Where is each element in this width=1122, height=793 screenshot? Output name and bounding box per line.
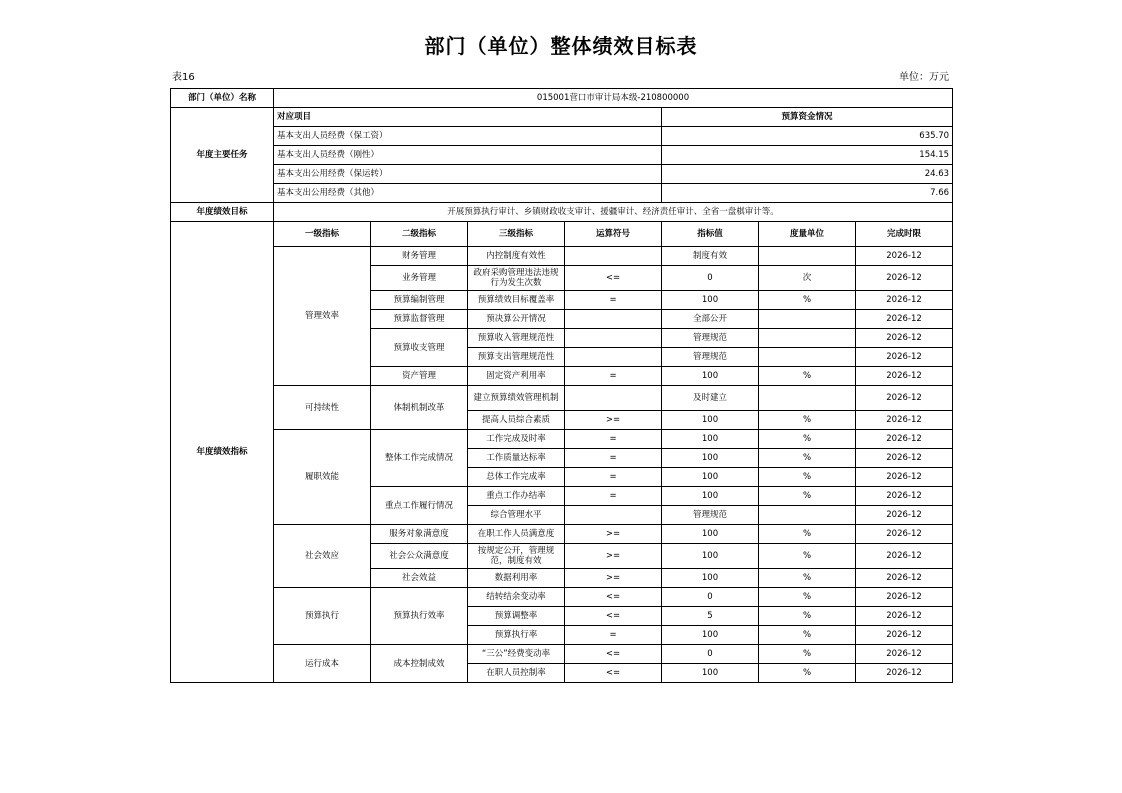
- measure-unit: %: [759, 411, 856, 430]
- task-amount: 154.15: [662, 146, 953, 165]
- measure-unit: %: [759, 525, 856, 544]
- level3-indicator: 数据利用率: [468, 569, 565, 588]
- measure-unit: %: [759, 291, 856, 310]
- level2-indicator: 预算编制管理: [371, 291, 468, 310]
- indicator-row: [171, 525, 953, 544]
- task-item: 基本支出公用经费（其他）: [274, 184, 662, 203]
- level3-indicator: “三公”经费变动率: [468, 645, 565, 664]
- deadline-cell: 2026-12: [856, 449, 953, 468]
- indicator-row: [171, 386, 953, 411]
- operator-cell: =: [565, 291, 662, 310]
- deadline-cell: 2026-12: [856, 607, 953, 626]
- indicator-row: [171, 588, 953, 607]
- level3-indicator: 预算支出管理规范性: [468, 348, 565, 367]
- deadline-cell: 2026-12: [856, 664, 953, 683]
- level3-indicator: 预算执行率: [468, 626, 565, 645]
- operator-cell: =: [565, 487, 662, 506]
- indicator-label: 年度绩效指标: [171, 222, 274, 683]
- target-value: 100: [662, 411, 759, 430]
- level3-indicator: 按规定公开，管理规范，制度有效: [468, 544, 565, 569]
- col-header: 完成时限: [856, 222, 953, 247]
- level3-indicator: 内控制度有效性: [468, 247, 565, 266]
- col-header: 三级指标: [468, 222, 565, 247]
- measure-unit: %: [759, 569, 856, 588]
- target-value: 管理规范: [662, 506, 759, 525]
- indicator-row: [171, 247, 953, 266]
- target-value: 100: [662, 430, 759, 449]
- level2-indicator: 成本控制成效: [371, 645, 468, 683]
- performance-table: [170, 88, 953, 683]
- level2-indicator: 预算收支管理: [371, 329, 468, 367]
- level3-indicator: 预决算公开情况: [468, 310, 565, 329]
- deadline-cell: 2026-12: [856, 291, 953, 310]
- level1-indicator: 履职效能: [274, 430, 371, 525]
- col-header: 二级指标: [371, 222, 468, 247]
- task-item: 基本支出人员经费（刚性）: [274, 146, 662, 165]
- target-value: 100: [662, 291, 759, 310]
- measure-unit: %: [759, 449, 856, 468]
- measure-unit: [759, 310, 856, 329]
- level3-indicator: 总体工作完成率: [468, 468, 565, 487]
- level3-indicator: 建立预算绩效管理机制: [468, 386, 565, 411]
- deadline-cell: 2026-12: [856, 430, 953, 449]
- task-item: 基本支出公用经费（保运转）: [274, 165, 662, 184]
- target-value: 5: [662, 607, 759, 626]
- target-value: 制度有效: [662, 247, 759, 266]
- measure-unit: [759, 329, 856, 348]
- operator-cell: [565, 386, 662, 411]
- measure-unit: %: [759, 626, 856, 645]
- indicator-row: [171, 430, 953, 449]
- deadline-cell: 2026-12: [856, 329, 953, 348]
- level3-indicator: 工作质量达标率: [468, 449, 565, 468]
- annual-goal-label: 年度绩效目标: [171, 203, 274, 222]
- page-title: 部门（单位）整体绩效目标表: [424, 34, 698, 58]
- level2-indicator: 业务管理: [371, 266, 468, 291]
- measure-unit: %: [759, 487, 856, 506]
- operator-cell: [565, 310, 662, 329]
- measure-unit: [759, 247, 856, 266]
- level3-indicator: 预算绩效目标覆盖率: [468, 291, 565, 310]
- operator-cell: [565, 506, 662, 525]
- item-header: 对应项目: [274, 108, 662, 127]
- level1-indicator: 管理效率: [274, 247, 371, 386]
- measure-unit: %: [759, 588, 856, 607]
- col-header: 指标值: [662, 222, 759, 247]
- level1-indicator: 社会效应: [274, 525, 371, 588]
- target-value: 100: [662, 468, 759, 487]
- level3-indicator: 工作完成及时率: [468, 430, 565, 449]
- target-value: 及时建立: [662, 386, 759, 411]
- level3-indicator: 在职人员控制率: [468, 664, 565, 683]
- task-amount: 24.63: [662, 165, 953, 184]
- target-value: 100: [662, 367, 759, 386]
- deadline-cell: 2026-12: [856, 348, 953, 367]
- target-value: 0: [662, 588, 759, 607]
- operator-cell: =: [565, 449, 662, 468]
- annual-task-label: 年度主要任务: [171, 108, 274, 203]
- level3-indicator: 重点工作办结率: [468, 487, 565, 506]
- target-value: 100: [662, 449, 759, 468]
- operator-cell: <=: [565, 266, 662, 291]
- target-value: 100: [662, 569, 759, 588]
- level3-indicator: 政府采购管理违法违规行为发生次数: [468, 266, 565, 291]
- target-value: 100: [662, 525, 759, 544]
- measure-unit: %: [759, 468, 856, 487]
- target-value: 0: [662, 266, 759, 291]
- target-value: 100: [662, 544, 759, 569]
- operator-cell: =: [565, 430, 662, 449]
- deadline-cell: 2026-12: [856, 544, 953, 569]
- target-value: 100: [662, 664, 759, 683]
- col-header: 度量单位: [759, 222, 856, 247]
- level2-indicator: 重点工作履行情况: [371, 487, 468, 525]
- col-header: 运算符号: [565, 222, 662, 247]
- target-value: 100: [662, 626, 759, 645]
- level3-indicator: 提高人员综合素质: [468, 411, 565, 430]
- level2-indicator: 预算执行效率: [371, 588, 468, 645]
- level2-indicator: 体制机制改革: [371, 386, 468, 430]
- level2-indicator: 整体工作完成情况: [371, 430, 468, 487]
- deadline-cell: 2026-12: [856, 645, 953, 664]
- level3-indicator: 在职工作人员满意度: [468, 525, 565, 544]
- level2-indicator: 资产管理: [371, 367, 468, 386]
- col-header: 一级指标: [274, 222, 371, 247]
- deadline-cell: 2026-12: [856, 525, 953, 544]
- level1-indicator: 运行成本: [274, 645, 371, 683]
- target-value: 0: [662, 645, 759, 664]
- measure-unit: %: [759, 430, 856, 449]
- target-value: 全部公开: [662, 310, 759, 329]
- operator-cell: =: [565, 626, 662, 645]
- measure-unit: %: [759, 607, 856, 626]
- level2-indicator: 社会效益: [371, 569, 468, 588]
- level1-indicator: 可持续性: [274, 386, 371, 430]
- deadline-cell: 2026-12: [856, 626, 953, 645]
- measure-unit: %: [759, 645, 856, 664]
- level2-indicator: 预算监督管理: [371, 310, 468, 329]
- level3-indicator: 结转结余变动率: [468, 588, 565, 607]
- target-value: 管理规范: [662, 329, 759, 348]
- operator-cell: <=: [565, 664, 662, 683]
- deadline-cell: 2026-12: [856, 367, 953, 386]
- unit-label: 单位：万元: [899, 72, 949, 83]
- deadline-cell: 2026-12: [856, 266, 953, 291]
- measure-unit: %: [759, 367, 856, 386]
- operator-cell: >=: [565, 544, 662, 569]
- level3-indicator: 预算收入管理规范性: [468, 329, 565, 348]
- task-item: 基本支出人员经费（保工资）: [274, 127, 662, 146]
- level2-indicator: 社会公众满意度: [371, 544, 468, 569]
- level1-indicator: 预算执行: [274, 588, 371, 645]
- operator-cell: [565, 348, 662, 367]
- task-amount: 635.70: [662, 127, 953, 146]
- measure-unit: 次: [759, 266, 856, 291]
- deadline-cell: 2026-12: [856, 386, 953, 411]
- measure-unit: %: [759, 664, 856, 683]
- dept-name-label: 部门（单位）名称: [171, 89, 274, 108]
- budget-header: 预算资金情况: [662, 108, 953, 127]
- target-value: 100: [662, 487, 759, 506]
- operator-cell: <=: [565, 645, 662, 664]
- deadline-cell: 2026-12: [856, 468, 953, 487]
- annual-goal-text: 开展预算执行审计、乡镇财政收支审计、援疆审计、经济责任审计、全省一盘棋审计等。: [274, 203, 953, 222]
- deadline-cell: 2026-12: [856, 487, 953, 506]
- deadline-cell: 2026-12: [856, 411, 953, 430]
- deadline-cell: 2026-12: [856, 588, 953, 607]
- level3-indicator: 综合管理水平: [468, 506, 565, 525]
- dept-name-value: 015001营口市审计局本级-210800000: [274, 89, 953, 108]
- measure-unit: [759, 386, 856, 411]
- operator-cell: [565, 329, 662, 348]
- table-number: 表16: [172, 72, 195, 83]
- task-amount: 7.66: [662, 184, 953, 203]
- operator-cell: [565, 247, 662, 266]
- target-value: 管理规范: [662, 348, 759, 367]
- deadline-cell: 2026-12: [856, 569, 953, 588]
- measure-unit: %: [759, 544, 856, 569]
- operator-cell: >=: [565, 525, 662, 544]
- measure-unit: [759, 348, 856, 367]
- deadline-cell: 2026-12: [856, 247, 953, 266]
- level3-indicator: 固定资产利用率: [468, 367, 565, 386]
- deadline-cell: 2026-12: [856, 310, 953, 329]
- measure-unit: [759, 506, 856, 525]
- operator-cell: <=: [565, 607, 662, 626]
- deadline-cell: 2026-12: [856, 506, 953, 525]
- level3-indicator: 预算调整率: [468, 607, 565, 626]
- level2-indicator: 服务对象满意度: [371, 525, 468, 544]
- operator-cell: =: [565, 367, 662, 386]
- operator-cell: =: [565, 468, 662, 487]
- operator-cell: >=: [565, 569, 662, 588]
- level2-indicator: 财务管理: [371, 247, 468, 266]
- operator-cell: <=: [565, 588, 662, 607]
- operator-cell: >=: [565, 411, 662, 430]
- indicator-row: [171, 645, 953, 664]
